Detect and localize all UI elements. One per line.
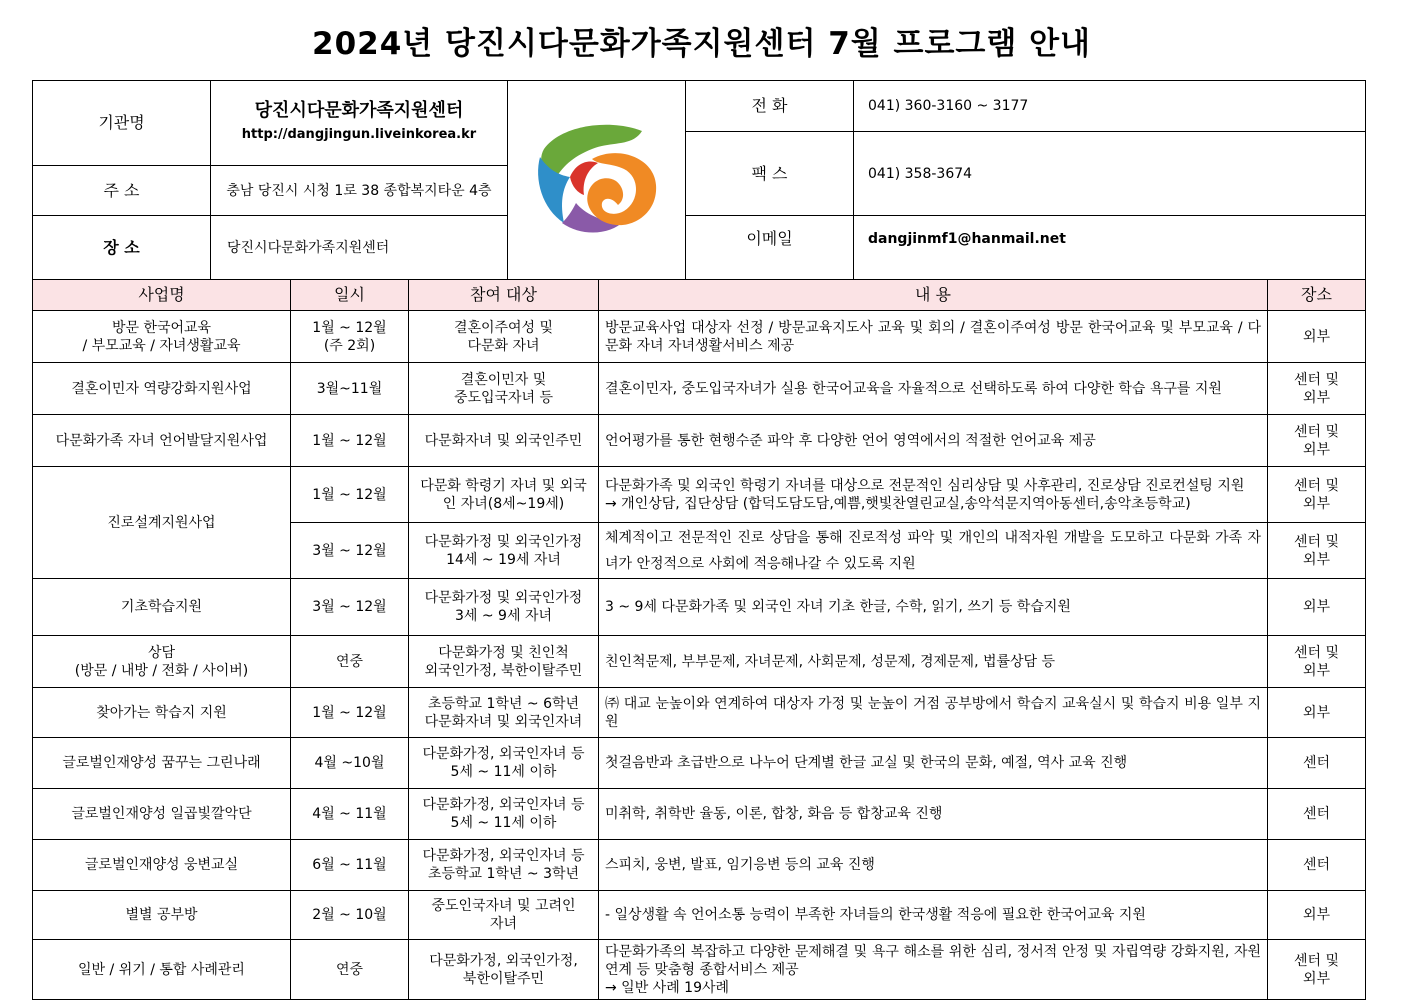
row-program-name: 상담 (방문 / 내방 / 전화 / 사이버) <box>33 636 291 688</box>
row-date: 연중 <box>291 636 409 688</box>
row-content: 다문화가족 및 외국인 학령기 자녀를 대상으로 전문적인 심리상담 및 사후관리, 진로상담 진로컨설팅 지원 → 개인상담, 집단상담 (합덕도담도담,예쁨,햇빛찬열린교실,송악석문지역아동센터,송악초등학교) <box>599 467 1268 523</box>
row-content: 언어평가를 통한 현행수준 파악 후 다양한 언어 영역에서의 적절한 언어교육 제공 <box>599 415 1268 467</box>
header-content: 내 용 <box>599 280 1268 311</box>
email-value[interactable]: dangjinmf1@hanmail.net <box>854 216 1366 280</box>
org-label: 기관명 <box>33 81 211 166</box>
table-row <box>33 579 1366 636</box>
document-body <box>32 80 1365 1000</box>
row-place: 외부 <box>1268 311 1366 363</box>
row-target: 결혼이주여성 및 다문화 자녀 <box>409 311 599 363</box>
row-place: 센터 및 외부 <box>1268 467 1366 523</box>
row-date: 3월 ~ 12월 <box>291 579 409 636</box>
logo-orange-shape <box>587 153 656 225</box>
row-date: 6월 ~ 11월 <box>291 840 409 891</box>
page-title: 2024년 당진시다문화가족지원센터 7월 프로그램 안내 <box>312 26 1091 62</box>
phone-value: 041) 360-3160 ~ 3177 <box>854 81 1366 132</box>
row-program-name: 일반 / 위기 / 통합 사례관리 <box>33 940 291 1000</box>
row-date: 1월 ~ 12월 <box>291 467 409 523</box>
table-row <box>33 467 1366 523</box>
table-row <box>33 311 1366 363</box>
row-date: 3월 ~ 12월 <box>291 523 409 579</box>
table-row <box>33 940 1366 1000</box>
row-place: 센터 <box>1268 738 1366 789</box>
row-program-name: 별별 공부방 <box>33 891 291 940</box>
row-date: 1월 ~ 12월 <box>291 688 409 738</box>
fax-value: 041) 358-3674 <box>854 132 1366 216</box>
row-place: 센터 <box>1268 789 1366 840</box>
row-target: 결혼이민자 및 중도입국자녀 등 <box>409 363 599 415</box>
row-program-name: 진로설계지원사업 <box>33 467 291 579</box>
table-row <box>33 891 1366 940</box>
table-row <box>33 363 1366 415</box>
row-content: 결혼이민자, 중도입국자녀가 실용 한국어교육을 자율적으로 선택하도록 하여 다양한 학습 욕구를 지원 <box>599 363 1268 415</box>
row-place: 외부 <box>1268 891 1366 940</box>
row-target: 다문화가정 및 외국인가정 3세 ~ 9세 자녀 <box>409 579 599 636</box>
row-date: 4월 ~ 11월 <box>291 789 409 840</box>
fax-label: 팩 스 <box>686 132 854 216</box>
table-row <box>33 738 1366 789</box>
row-content: 스피치, 웅변, 발표, 임기응변 등의 교육 진행 <box>599 840 1268 891</box>
row-content: ㈜ 대교 눈높이와 연계하여 대상자 가정 및 눈높이 거점 공부방에서 학습지 교육실시 및 학습지 비용 일부 지원 <box>599 688 1268 738</box>
row-date: 1월 ~ 12월 (주 2회) <box>291 311 409 363</box>
row-program-name: 다문화가족 자녀 언어발달지원사업 <box>33 415 291 467</box>
table-row <box>33 415 1366 467</box>
row-place: 외부 <box>1268 688 1366 738</box>
program-table <box>32 279 1366 1000</box>
organization-info-table <box>32 80 1366 280</box>
logo-cell <box>508 81 686 280</box>
row-place: 센터 및 외부 <box>1268 415 1366 467</box>
row-date: 2월 ~ 10월 <box>291 891 409 940</box>
header-date: 일시 <box>291 280 409 311</box>
org-cell <box>211 81 508 166</box>
row-place: 센터 및 외부 <box>1268 363 1366 415</box>
row-content: 미취학, 취학반 율동, 이론, 합창, 화음 등 합창교육 진행 <box>599 789 1268 840</box>
row-content: - 일상생활 속 언어소통 능력이 부족한 자녀들의 한국생활 적응에 필요한 한국어교육 지원 <box>599 891 1268 940</box>
row-content: 방문교육사업 대상자 선정 / 방문교육지도사 교육 및 회의 / 결혼이주여성 방문 한국어교육 및 부모교육 / 다문화 자녀 자녀생활서비스 제공 <box>599 311 1268 363</box>
program-rows <box>33 311 1366 1000</box>
table-row <box>33 789 1366 840</box>
row-place: 센터 <box>1268 840 1366 891</box>
header-program-name: 사업명 <box>33 280 291 311</box>
header-target: 참여 대상 <box>409 280 599 311</box>
row-target: 중도인국자녀 및 고려인 자녀 <box>409 891 599 940</box>
row-program-name: 방문 한국어교육 / 부모교육 / 자녀생활교육 <box>33 311 291 363</box>
row-program-name: 기초학습지원 <box>33 579 291 636</box>
header-place: 장소 <box>1268 280 1366 311</box>
row-place: 센터 및 외부 <box>1268 523 1366 579</box>
row-content: 다문화가족의 복잡하고 다양한 문제해결 및 욕구 해소를 위한 심리, 정서적 안정 및 자립역량 강화지원, 자원연계 등 맞춤형 종합서비스 제공 → 일반 사례 19사례 <box>599 940 1268 1000</box>
row-content: 3 ~ 9세 다문화가족 및 외국인 자녀 기초 한글, 수학, 읽기, 쓰기 등 학습지원 <box>599 579 1268 636</box>
row-date: 4월 ~10월 <box>291 738 409 789</box>
row-program-name: 글로벌인재양성 웅변교실 <box>33 840 291 891</box>
center-logo <box>532 119 662 237</box>
row-content: 친인척문제, 부부문제, 자녀문제, 사회문제, 성문제, 경제문제, 법률상담 등 <box>599 636 1268 688</box>
table-header-row <box>33 280 1366 311</box>
address-value: 충남 당진시 시청 1로 38 종합복지타운 4층 <box>211 166 508 216</box>
row-target: 다문화자녀 및 외국인주민 <box>409 415 599 467</box>
row-target: 다문화가정, 외국인자녀 등 초등학교 1학년 ~ 3학년 <box>409 840 599 891</box>
table-row <box>33 636 1366 688</box>
row-place: 센터 및 외부 <box>1268 940 1366 1000</box>
row-target: 다문화가정, 외국인자녀 등 5세 ~ 11세 이하 <box>409 789 599 840</box>
row-target: 다문화가정 및 외국인가정 14세 ~ 19세 자녀 <box>409 523 599 579</box>
row-place: 센터 및 외부 <box>1268 636 1366 688</box>
row-target: 다문화가정, 외국인가정, 북한이탈주민 <box>409 940 599 1000</box>
row-target: 다문화가정 및 친인척 외국인가정, 북한이탈주민 <box>409 636 599 688</box>
row-program-name: 글로벌인재양성 꿈꾸는 그린나래 <box>33 738 291 789</box>
row-target: 다문화 학령기 자녀 및 외국인 자녀(8세~19세) <box>409 467 599 523</box>
org-url[interactable]: http://dangjingun.liveinkorea.kr <box>241 127 477 142</box>
row-program-name: 결혼이민자 역량강화지원사업 <box>33 363 291 415</box>
address-label: 주 소 <box>33 166 211 216</box>
email-label: 이메일 <box>686 216 854 280</box>
row-target: 다문화가정, 외국인자녀 등 5세 ~ 11세 이하 <box>409 738 599 789</box>
row-target: 초등학교 1학년 ~ 6학년 다문화자녀 및 외국인자녀 <box>409 688 599 738</box>
row-date: 1월 ~ 12월 <box>291 415 409 467</box>
row-date: 연중 <box>291 940 409 1000</box>
table-row <box>33 840 1366 891</box>
row-program-name: 글로벌인재양성 일곱빛깔악단 <box>33 789 291 840</box>
org-name: 당진시다문화가족지원센터 <box>254 100 464 121</box>
place-label: 장 소 <box>33 216 211 280</box>
row-date: 3월~11월 <box>291 363 409 415</box>
table-row <box>33 688 1366 738</box>
phone-label: 전 화 <box>686 81 854 132</box>
row-place: 외부 <box>1268 579 1366 636</box>
row-program-name: 찾아가는 학습지 지원 <box>33 688 291 738</box>
place-value: 당진시다문화가족지원센터 <box>211 216 508 280</box>
row-content: 첫걸음반과 초급반으로 나누어 단계별 한글 교실 및 한국의 문화, 예절, 역사 교육 진행 <box>599 738 1268 789</box>
row-content: 체계적이고 전문적인 진로 상담을 통해 진로적성 파악 및 개인의 내적자원 개발을 도모하고 다문화 가족 자녀가 안정적으로 사회에 적응해나갈 수 있도록 지원 <box>599 523 1268 579</box>
